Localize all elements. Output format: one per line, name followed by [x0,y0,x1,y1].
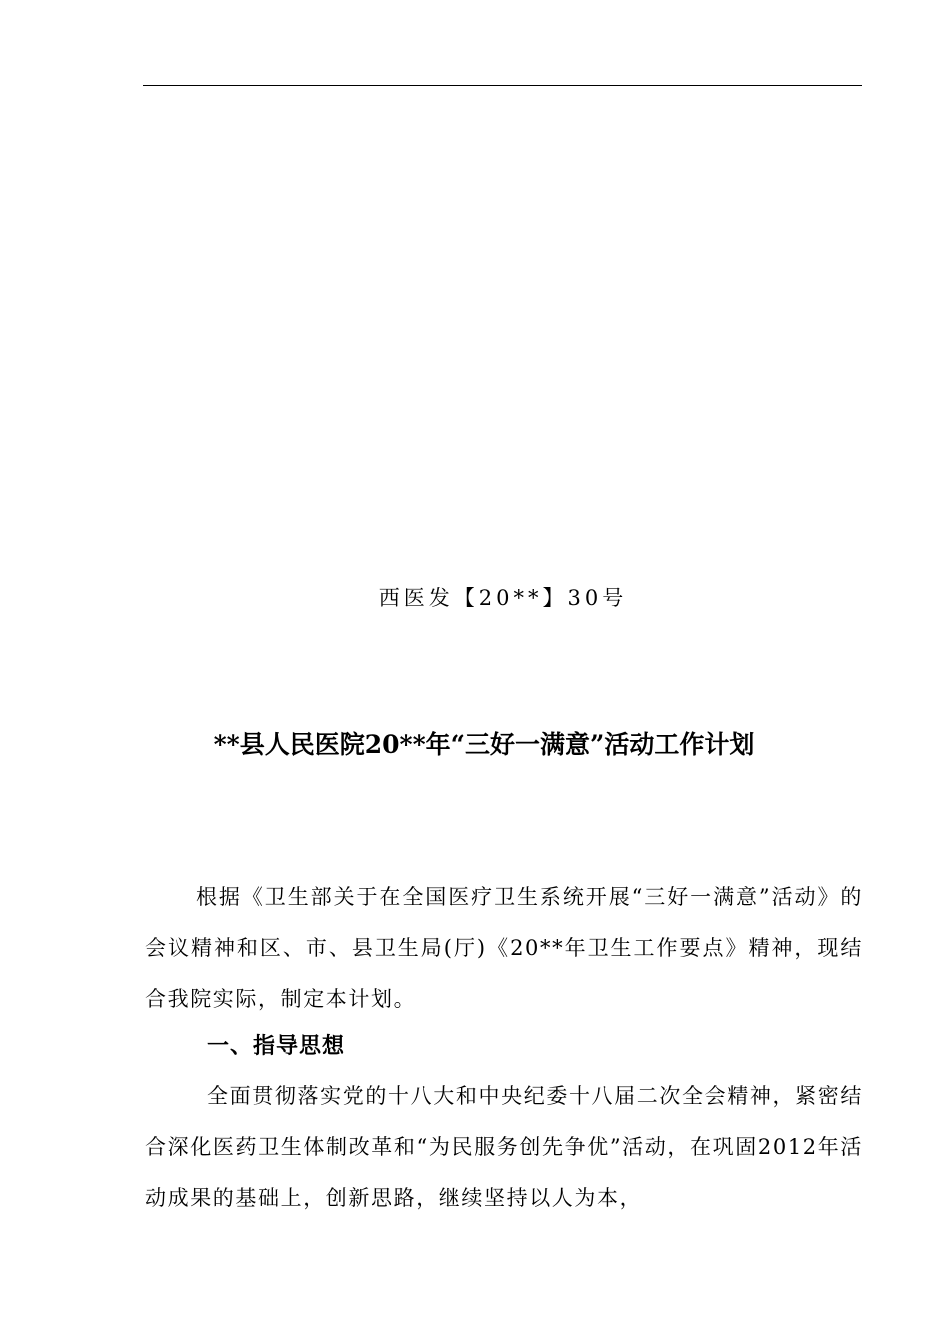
section-heading-guiding-thought: 一、指导思想 [207,1034,346,1059]
document-title: **县人民医院20**年“三好一满意”活动工作计划 [213,730,755,759]
intro-paragraph: 根据《卫生部关于在全国医疗卫生系统开展“三好一满意”活动》的会议精神和区、市、县卫生局(厅)《20**年卫生工作要点》精神，现结合我院实际，制定本计划。 [145,885,863,1011]
section-paragraph-guiding-thought: 全面贯彻落实党的十八大和中央纪委十八届二次全会精神，紧密结合深化医药卫生体制改革和“为民服务创先争优”活动，在巩固2012年活动成果的基础上，创新思路，继续坚持以人为本， [145,1084,863,1210]
document-number: 西医发【20**】30号 [378,586,628,610]
header-rule [143,85,862,86]
